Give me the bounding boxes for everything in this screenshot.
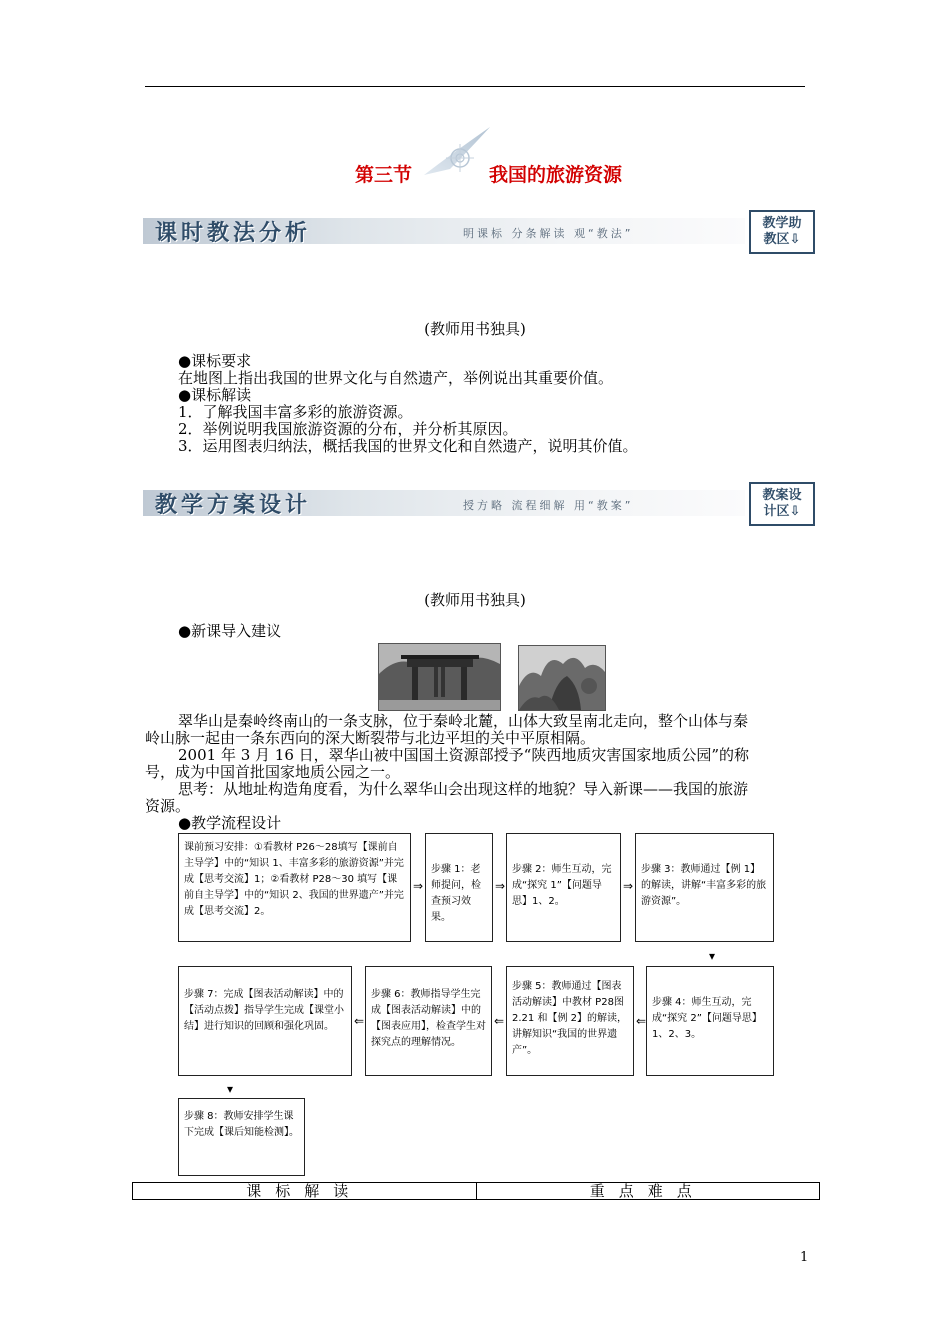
intro-paragraph-3-line-1: 思考：从地址构造角度看，为什么翠华山会出现这样的地貌？导入新课——我国的旅游: [178, 780, 749, 798]
flow-box-step-3: 步骤 3：教师通过【例 1】的解读，讲解“丰富多彩的旅游资源”。: [635, 833, 774, 942]
badge-line-1: 教学助: [762, 216, 802, 231]
table-col-curriculum: 课标解读: [246, 1182, 363, 1200]
intro-paragraph-2-line-1: 2001 年 3 月 16 日，翠华山被中国国土资源部授予“陕西地质灾害国家地质公园”的称: [178, 746, 749, 764]
page-number: 1: [800, 1250, 809, 1265]
teacher-only-note-1: (教师用书独具): [424, 320, 526, 338]
flow-box-step-1: 步骤 1：老师提问，检查预习效果。: [425, 833, 493, 942]
flow-box-preview: 课前预习安排：①看教材 P26～28填写【课前自主导学】中的“知识 1、丰富多彩的旅游资源”并完成【思考交流】1；②看教材 P28～30 填写【课前自主导学】中的“知识 2、我国的世界遗产”并完成【思考交流】2。: [178, 833, 411, 942]
flow-arrow-left-icon: ⇐: [494, 1014, 505, 1028]
flow-arrow-right-icon: ⇒: [623, 879, 634, 893]
interpretation-item-1: 1．了解我国丰富多彩的旅游资源。: [178, 403, 413, 421]
badge-plan-area: [749, 482, 815, 526]
badge-line-2: 教区⇩: [763, 232, 801, 247]
intro-paragraph-1-line-2: 岭山脉一起由一条东西向的深大断裂带与北边平坦的关中平原相隔。: [145, 729, 596, 747]
flow-box-step-5: 步骤 5：教师通过【图表活动解读】中教材 P28图 2.21 和【例 2】的解读，讲解知识“我国的世界遗产”。: [506, 966, 634, 1076]
curriculum-requirement-text: 在地图上指出我国的世界文化与自然遗产，举例说出其重要价值。: [178, 369, 614, 387]
interpretation-item-3: 3．运用图表归纳法，概括我国的世界文化和自然遗产，说明其价值。: [178, 437, 638, 455]
heading-new-lesson-intro: ●新课导入建议: [178, 622, 282, 640]
badge-line-1: 教案设: [762, 488, 802, 503]
banner-heading: 课时教法分析: [155, 221, 312, 246]
park-gate-photo: [378, 643, 501, 711]
heading-curriculum-interpretation: ●课标解读: [178, 386, 252, 404]
banner-lesson-plan: [143, 482, 815, 524]
compass-logo-icon: [420, 125, 500, 180]
flow-arrow-right-icon: ⇒: [413, 879, 424, 893]
heading-teaching-flow: ●教学流程设计: [178, 814, 282, 832]
banner-motto: 明课标 分条解读 观“教法”: [463, 227, 634, 240]
header-rule: [145, 86, 805, 87]
flow-arrow-right-icon: ⇒: [495, 879, 506, 893]
flow-box-step-6: 步骤 6：教师指导学生完成【图表活动解读】中的【图表应用】，检查学生对探究点的理解情况。: [365, 966, 492, 1076]
heading-curriculum-requirement: ●课标要求: [178, 352, 252, 370]
standards-table-header: [132, 1182, 820, 1200]
mountain-rock-photo: [518, 645, 606, 711]
flow-arrow-down-icon: ▾: [709, 949, 716, 963]
section-number: 第三节: [355, 164, 413, 186]
flow-arrow-down-icon: ▾: [227, 1082, 234, 1096]
interpretation-item-2: 2．举例说明我国旅游资源的分布，并分析其原因。: [178, 420, 518, 438]
intro-paragraph-3-line-2: 资源。: [145, 797, 191, 815]
intro-paragraph-2-line-2: 号，成为中国首批国家地质公园之一。: [145, 763, 401, 781]
teacher-only-note-2: (教师用书独具): [424, 591, 526, 609]
banner-motto: 授方略 流程细解 用“教案”: [463, 499, 634, 512]
badge-teaching-area: [749, 210, 815, 254]
flow-arrow-left-icon: ⇐: [636, 1014, 647, 1028]
flow-box-step-7: 步骤 7：完成【图表活动解读】中的【活动点拨】指导学生完成【课堂小结】进行知识的回顾和强化巩固。: [178, 966, 352, 1076]
intro-paragraph-1-line-1: 翠华山是秦岭终南山的一条支脉，位于秦岭北麓，山体大致呈南北走向，整个山体与秦: [178, 712, 749, 730]
flow-arrow-left-icon: ⇐: [354, 1014, 365, 1028]
banner-lesson-analysis: [143, 210, 815, 252]
flow-box-step-2: 步骤 2：师生互动，完成“探究 1”【问题导思】1、2。: [506, 833, 621, 942]
badge-line-2: 计区⇩: [763, 504, 801, 519]
flow-box-step-4: 步骤 4：师生互动，完成“探究 2”【问题导思】1、2、3。: [646, 966, 774, 1076]
page-title: 我国的旅游资源: [489, 164, 623, 186]
flow-box-step-8: 步骤 8：教师安排学生课下完成【课后知能检测】。: [178, 1098, 305, 1176]
table-col-key-points: 重点难点: [476, 1183, 820, 1199]
banner-heading: 教学方案设计: [155, 493, 312, 518]
